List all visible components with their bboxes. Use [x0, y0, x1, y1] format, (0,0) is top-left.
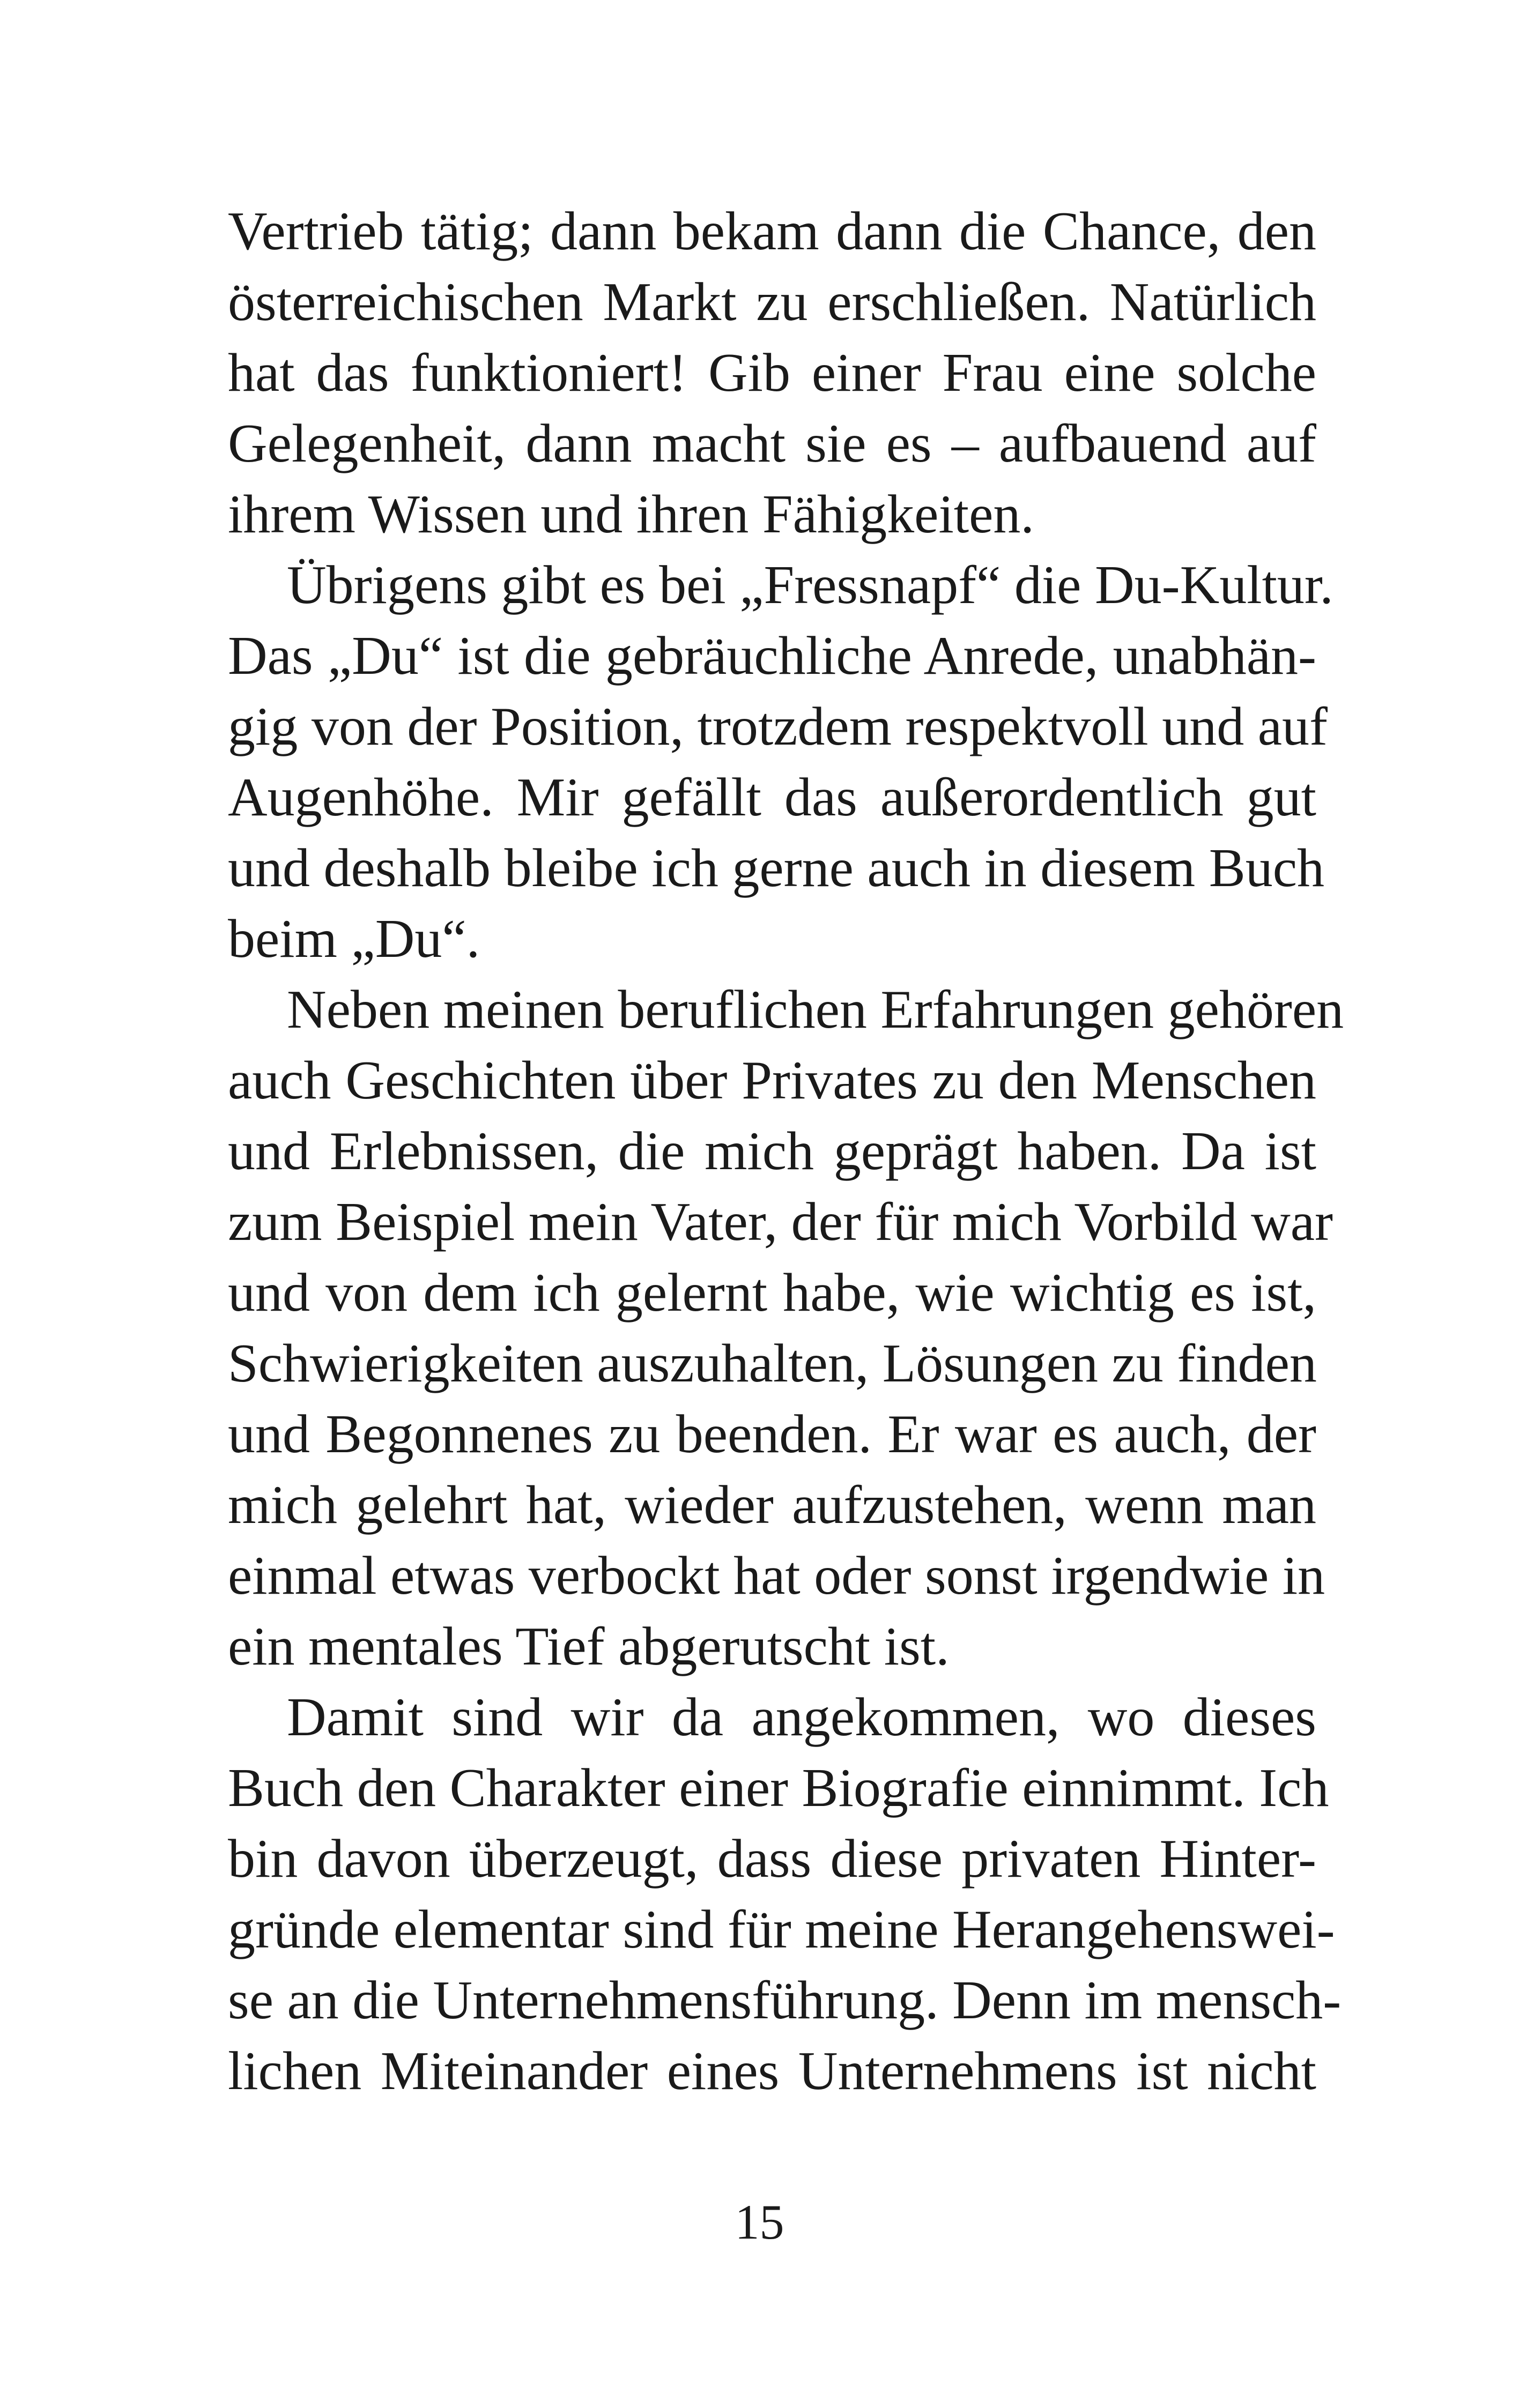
text-line: einmal etwas verbockt hat oder sonst irgendwie in — [228, 1545, 1325, 1606]
text-line: und deshalb bleibe ich gerne auch in diesem Buch — [228, 838, 1325, 898]
text-line: Gelegenheit, dann macht sie es – aufbauend auf — [228, 413, 1316, 474]
paragraph-start-line: Damit sind wir da angekommen, wo dieses — [287, 1687, 1316, 1748]
text-line: se an die Unternehmensführung. Denn im mensch- — [228, 1970, 1342, 2031]
text-line: auch Geschichten über Privates zu den Menschen — [228, 1050, 1316, 1111]
text-line: Schwierigkeiten auszuhalten, Lösungen zu finden — [228, 1333, 1317, 1394]
body-text — [228, 196, 1344, 2107]
page-number: 15 — [735, 2195, 784, 2249]
paragraph-start-line: Neben meinen beruflichen Erfahrungen gehören — [287, 979, 1344, 1040]
text-line: gründe elementar sind für meine Herangehenswei- — [228, 1899, 1335, 1960]
paragraph-end-line: beim „Du“. — [228, 909, 480, 969]
text-line: gig von der Position, trotzdem respektvoll und auf — [228, 696, 1328, 757]
text-line: Vertrieb tätig; dann bekam dann die Chance, den — [228, 201, 1316, 262]
text-line: Das „Du“ ist die gebräuchliche Anrede, unabhän- — [228, 626, 1316, 686]
text-line: und von dem ich gelernt habe, wie wichtig es ist, — [228, 1262, 1316, 1323]
text-line: Augenhöhe. Mir gefällt das außerordentlich gut — [228, 767, 1316, 828]
text-line: und Begonnenes zu beenden. Er war es auch, der — [228, 1404, 1316, 1465]
text-line: hat das funktioniert! Gib einer Frau eine solche — [228, 343, 1316, 403]
paragraph-start-line: Übrigens gibt es bei „Fressnapf“ die Du-Kultur. — [287, 555, 1333, 615]
text-line: bin davon überzeugt, dass diese privaten Hinter- — [228, 1829, 1316, 1889]
text-line: österreichischen Markt zu erschließen. Natürlich — [228, 272, 1316, 332]
text-line: lichen Miteinander eines Unternehmens ist nicht — [228, 2041, 1316, 2101]
text-line: Buch den Charakter einer Biografie einnimmt. Ich — [228, 1758, 1329, 1818]
text-line: zum Beispiel mein Vater, der für mich Vorbild war — [228, 1192, 1333, 1252]
paragraph-end-line: ein mentales Tief abgerutscht ist. — [228, 1616, 950, 1677]
text-line: mich gelehrt hat, wieder aufzustehen, wenn man — [228, 1475, 1316, 1535]
text-line: und Erlebnissen, die mich geprägt haben. Da ist — [228, 1121, 1316, 1181]
paragraph-end-line: ihrem Wissen und ihren Fähigkeiten. — [228, 484, 1034, 545]
